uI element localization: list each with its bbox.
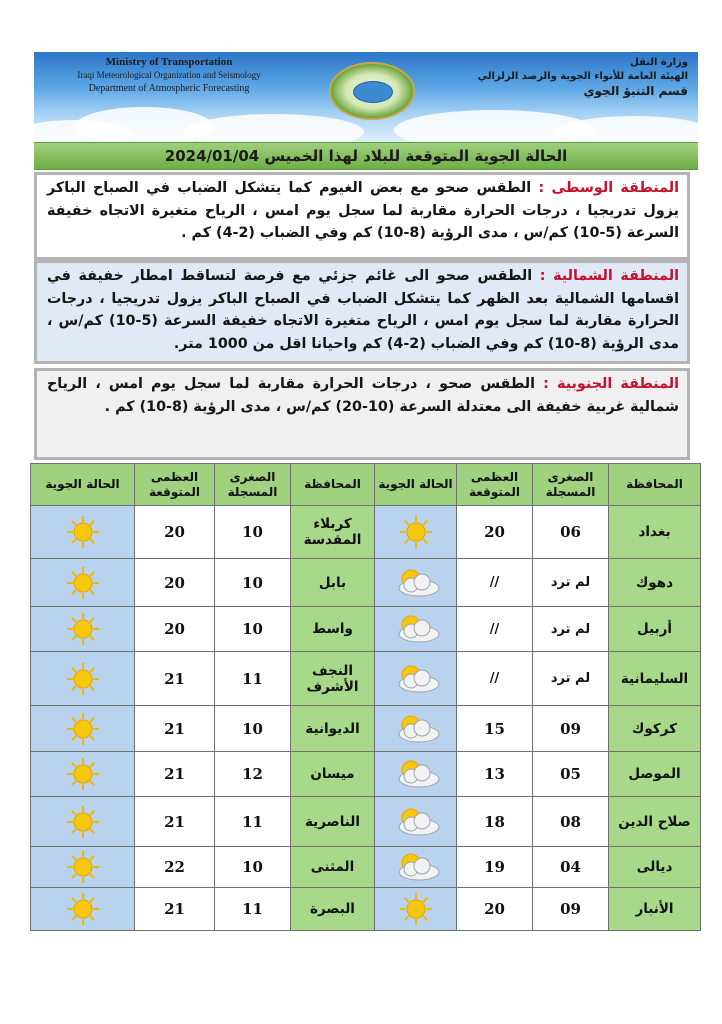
max-temp: 18 xyxy=(457,797,533,847)
header-banner xyxy=(34,52,698,142)
table-row xyxy=(31,752,701,797)
province-name: السليمانية xyxy=(609,652,701,706)
region-south xyxy=(34,368,690,460)
weather-cell xyxy=(31,847,135,888)
table-row xyxy=(31,847,701,888)
weather-cell xyxy=(375,559,457,607)
region-text: الطقس صحو مع بعض الغيوم كما يتشكل الضباب في الصباح الباكر يزول تدريجيا ، درجات الحرارة مقاربة لما سجل يوم امس ، الرياح متغيرة الاتجاه خفيفة السرعة (5-10) كم/س ، مدى الرؤية (8-10) كم وفي الضباب (2-4) كم . xyxy=(47,180,679,241)
table-row xyxy=(31,506,701,559)
min-temp: 11 xyxy=(215,652,291,706)
min-temp: لم ترد xyxy=(533,559,609,607)
sun-icon xyxy=(66,764,100,783)
max-temp: 21 xyxy=(135,652,215,706)
province-name: ديالى xyxy=(609,847,701,888)
max-temp: 19 xyxy=(457,847,533,888)
region-north xyxy=(34,260,690,364)
table-row xyxy=(31,706,701,752)
weather-cell xyxy=(375,706,457,752)
organization-name-ar: الهيئة العامة للأنواء الجوية والرصد الزلزالي xyxy=(477,71,688,82)
forecast-table xyxy=(30,463,701,931)
partly-cloudy-icon xyxy=(389,811,443,830)
province-name: النجف الأشرف xyxy=(291,652,375,706)
organization-logo xyxy=(329,62,415,120)
min-temp: 06 xyxy=(533,506,609,559)
weather-cell xyxy=(31,559,135,607)
province-name: الموصل xyxy=(609,752,701,797)
table-row xyxy=(31,607,701,652)
weather-cell xyxy=(31,506,135,559)
table-header-row xyxy=(31,464,701,506)
weather-cell xyxy=(31,706,135,752)
province-name: الأنبار xyxy=(609,888,701,931)
sun-icon xyxy=(66,668,100,687)
max-temp: // xyxy=(457,559,533,607)
province-name: كركوك xyxy=(609,706,701,752)
max-temp: 13 xyxy=(457,752,533,797)
min-temp: 11 xyxy=(215,797,291,847)
weather-cell xyxy=(31,652,135,706)
weather-cell xyxy=(375,652,457,706)
partly-cloudy-icon xyxy=(389,668,443,687)
header-province: المحافظة xyxy=(291,464,375,506)
max-temp: 20 xyxy=(457,506,533,559)
min-temp: 10 xyxy=(215,607,291,652)
min-temp: 08 xyxy=(533,797,609,847)
weather-cell xyxy=(375,752,457,797)
max-temp: 21 xyxy=(135,706,215,752)
sun-icon xyxy=(399,522,433,541)
header-min: الصغرى المسجلة xyxy=(215,464,291,506)
max-temp: 15 xyxy=(457,706,533,752)
max-temp: 20 xyxy=(135,506,215,559)
max-temp: 21 xyxy=(135,797,215,847)
partly-cloudy-icon xyxy=(389,764,443,783)
weather-cell xyxy=(31,607,135,652)
province-name: أربيل xyxy=(609,607,701,652)
min-temp: 10 xyxy=(215,706,291,752)
min-temp: 04 xyxy=(533,847,609,888)
province-name: بابل xyxy=(291,559,375,607)
sun-icon xyxy=(66,522,100,541)
header-weather: الحالة الجوية xyxy=(31,464,135,506)
weather-cell xyxy=(375,888,457,931)
max-temp: 20 xyxy=(135,559,215,607)
weather-cell xyxy=(31,888,135,931)
ministry-name-en: Ministry of Transportation xyxy=(105,56,233,68)
partly-cloudy-icon xyxy=(389,857,443,876)
min-temp: 12 xyxy=(215,752,291,797)
max-temp: 21 xyxy=(135,752,215,797)
sun-icon xyxy=(66,857,100,876)
max-temp: // xyxy=(457,607,533,652)
province-name: المثنى xyxy=(291,847,375,888)
header-min: الصغرى المسجلة xyxy=(533,464,609,506)
header-weather: الحالة الجوية xyxy=(375,464,457,506)
sun-icon xyxy=(66,899,100,918)
sun-icon xyxy=(66,572,100,591)
table-row xyxy=(31,559,701,607)
weather-cell xyxy=(31,797,135,847)
header-max: العظمى المتوقعة xyxy=(135,464,215,506)
weather-cell xyxy=(375,847,457,888)
region-name: المنطقة الجنوبية : xyxy=(543,376,679,392)
table-row xyxy=(31,888,701,931)
province-name: الناصرية xyxy=(291,797,375,847)
region-text: الطقس صحو ، درجات الحرارة مقاربة لما سجل يوم امس ، الرياح شمالية غربية خفيفة الى معتدلة السرعة (10-20) كم/س ، مدى الرؤية (8-10) كم . xyxy=(47,376,679,415)
province-name: كربلاء المقدسة xyxy=(291,506,375,559)
min-temp: 05 xyxy=(533,752,609,797)
province-name: دهوك xyxy=(609,559,701,607)
province-name: صلاح الدين xyxy=(609,797,701,847)
weather-cell xyxy=(375,607,457,652)
department-name-ar: قسم التنبؤ الجوي xyxy=(583,84,688,98)
table-row xyxy=(31,797,701,847)
weather-cell xyxy=(31,752,135,797)
table-row xyxy=(31,652,701,706)
region-name: المنطقة الوسطى : xyxy=(538,180,679,196)
header-arabic xyxy=(458,56,688,98)
province-name: واسط xyxy=(291,607,375,652)
region-text: الطقس صحو الى غائم جزئي مع فرصة لتساقط امطار خفيفة في اقسامها الشمالية بعد الظهر كما يتشكل الضباب في الصباح الباكر يزول تدريجيا ، درجات الحرارة مقاربة لما سجل يوم امس ، الرياح متغيرة الاتجاه خفيفة السرعة (5-10) كم/س ، مدى الرؤية (8-10) كم وفي الضباب (2-4) كم واحيانا اقل من 1000 متر. xyxy=(47,268,679,352)
sun-icon xyxy=(399,899,433,918)
sun-icon xyxy=(66,718,100,737)
min-temp: 10 xyxy=(215,559,291,607)
min-temp: 10 xyxy=(215,506,291,559)
forecast-title: الحالة الجوية المتوقعة للبلاد لهذا الخميس 2024/01/04 xyxy=(34,142,698,170)
weather-cell xyxy=(375,797,457,847)
sun-icon xyxy=(66,619,100,638)
region-central xyxy=(34,172,690,260)
region-name: المنطقة الشمالية : xyxy=(539,268,679,284)
province-name: البصرة xyxy=(291,888,375,931)
header-max: العظمى المتوقعة xyxy=(457,464,533,506)
max-temp: 22 xyxy=(135,847,215,888)
max-temp: 20 xyxy=(135,607,215,652)
max-temp: // xyxy=(457,652,533,706)
header-english xyxy=(44,56,294,95)
sun-icon xyxy=(66,811,100,830)
organization-name-en: Iraqi Meteorological Organization and Seismology xyxy=(77,70,261,80)
min-temp: لم ترد xyxy=(533,607,609,652)
partly-cloudy-icon xyxy=(389,718,443,737)
province-name: ميسان xyxy=(291,752,375,797)
partly-cloudy-icon xyxy=(389,619,443,638)
min-temp: 09 xyxy=(533,888,609,931)
department-name-en: Department of Atmospheric Forecasting xyxy=(88,83,250,94)
min-temp: 11 xyxy=(215,888,291,931)
partly-cloudy-icon xyxy=(389,572,443,591)
province-name: الديوانية xyxy=(291,706,375,752)
max-temp: 20 xyxy=(457,888,533,931)
header-province: المحافظة xyxy=(609,464,701,506)
min-temp: 09 xyxy=(533,706,609,752)
min-temp: 10 xyxy=(215,847,291,888)
province-name: بغداد xyxy=(609,506,701,559)
weather-cell xyxy=(375,506,457,559)
min-temp: لم ترد xyxy=(533,652,609,706)
max-temp: 21 xyxy=(135,888,215,931)
ministry-name-ar: وزارة النقل xyxy=(630,57,688,68)
